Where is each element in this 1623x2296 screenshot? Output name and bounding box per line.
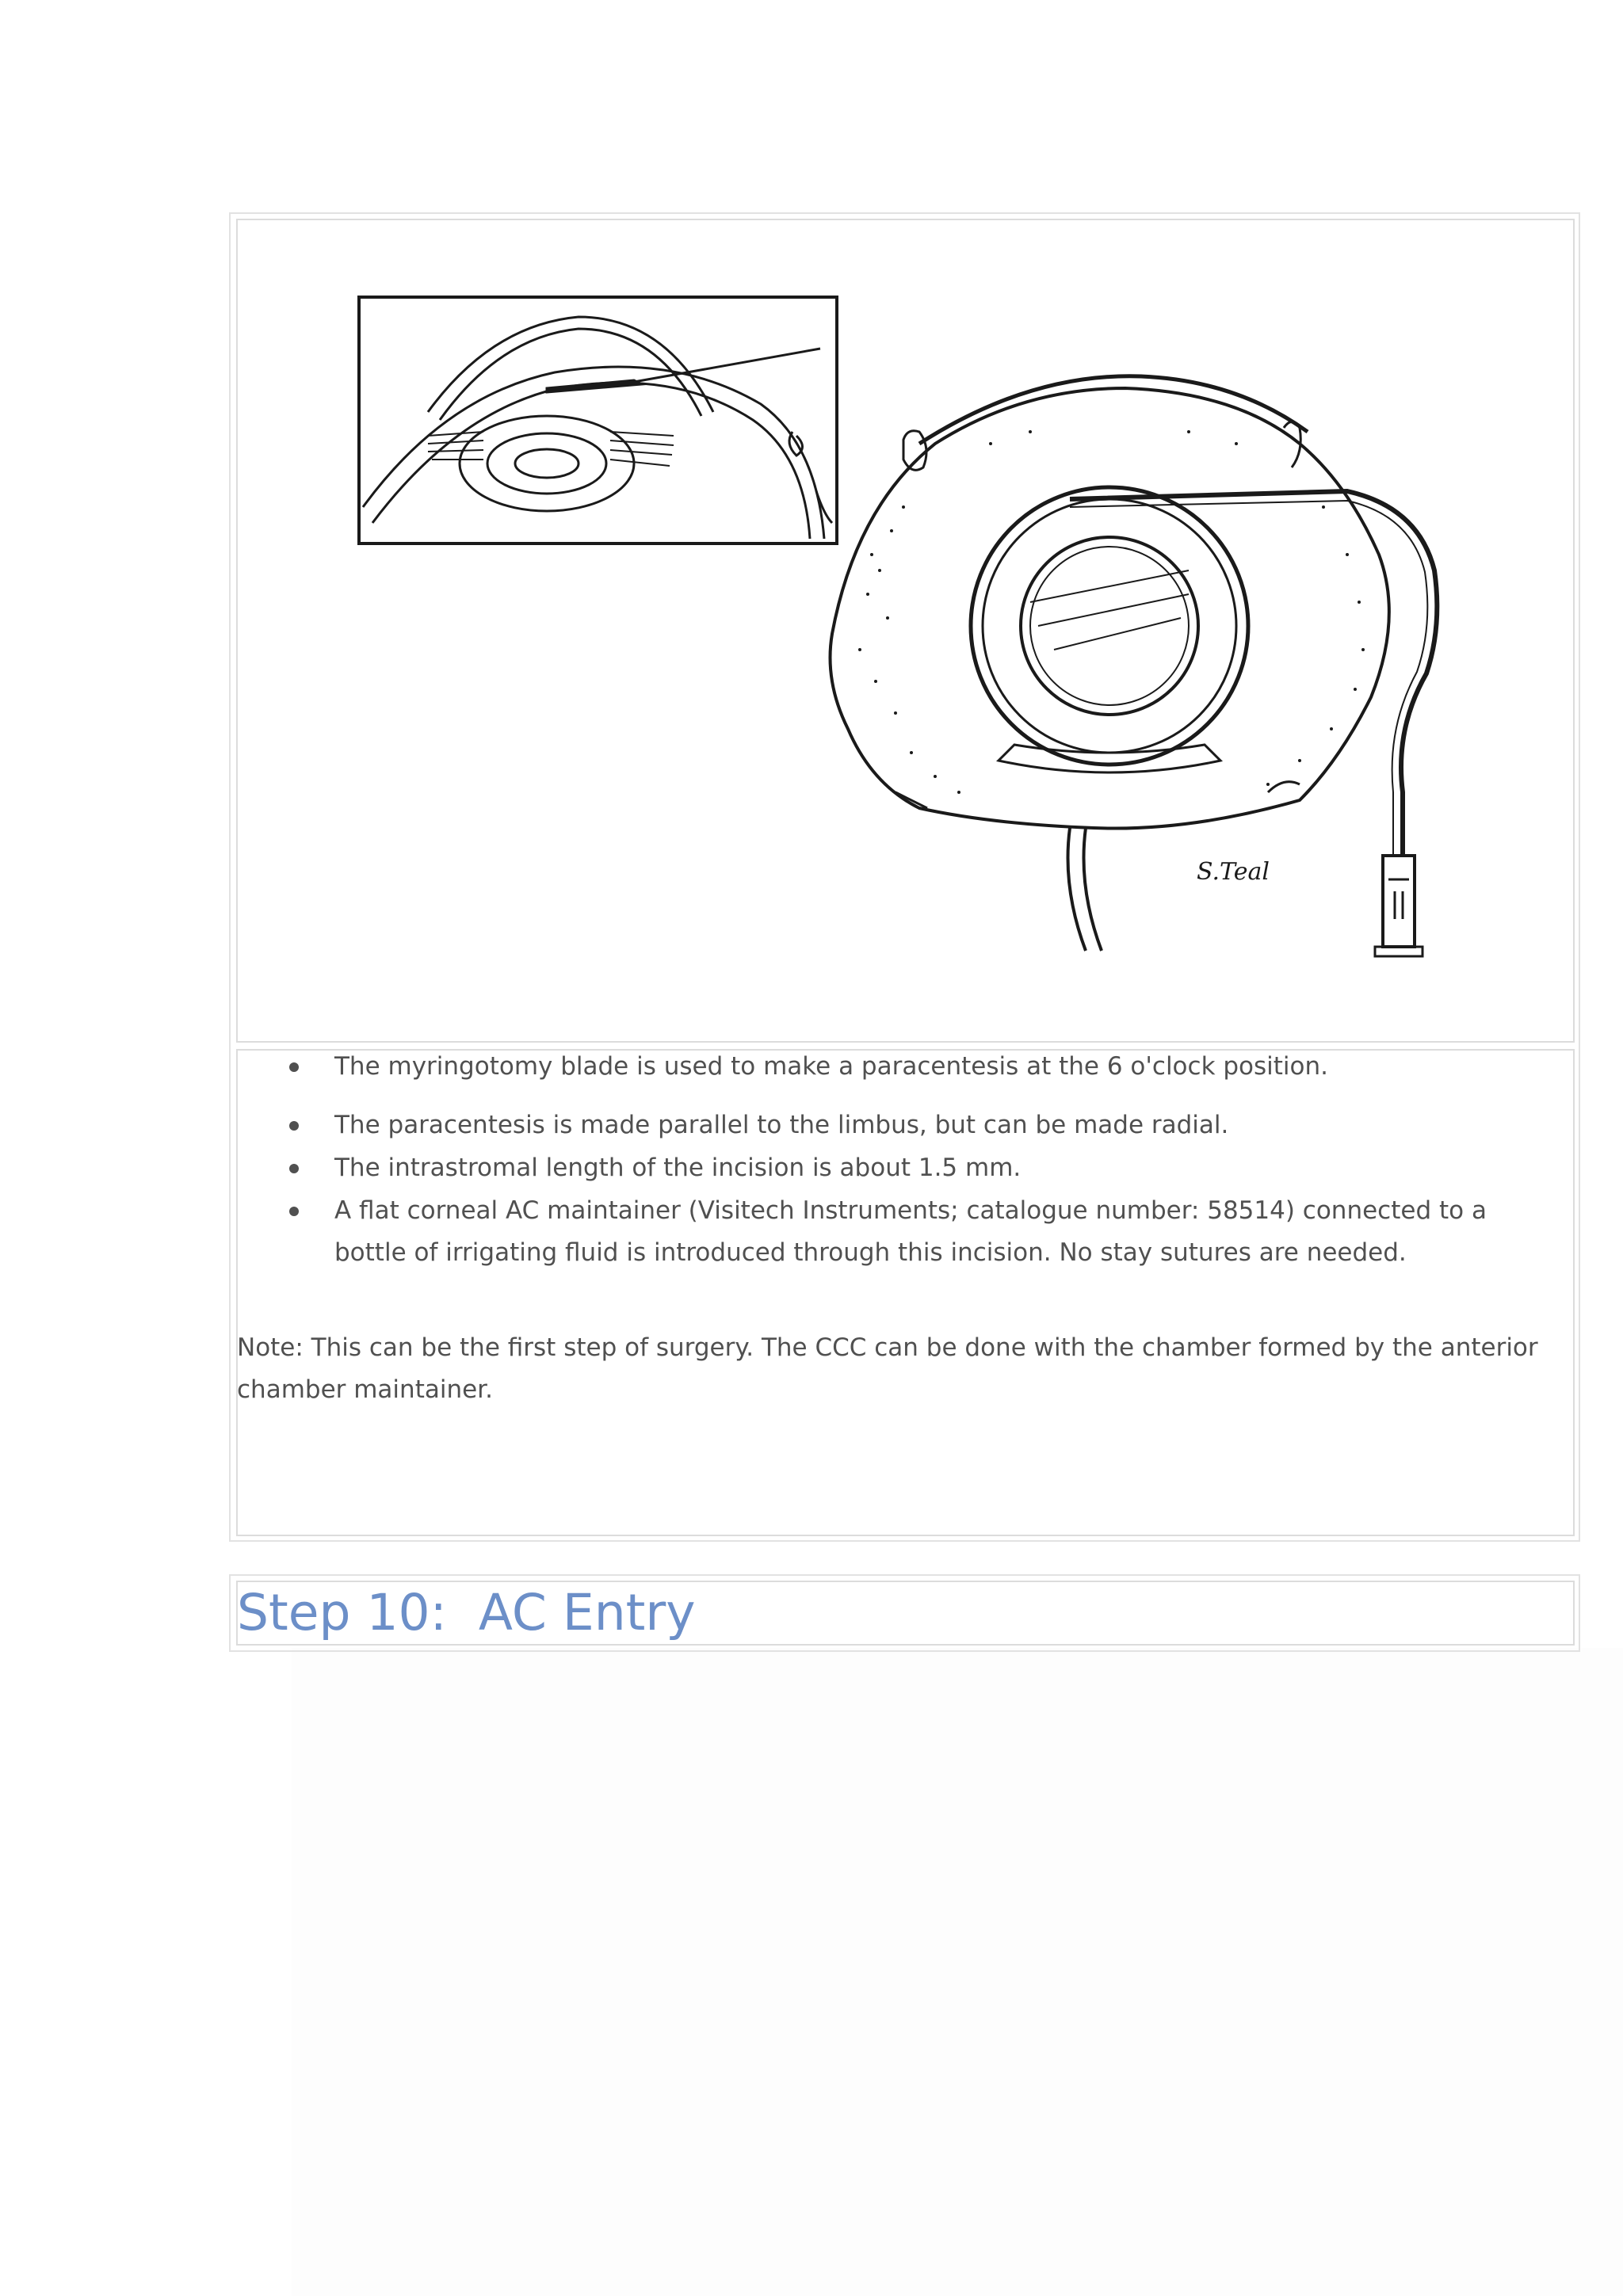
bullet-text: A flat corneal AC maintainer (Visitech Instruments; catalogue number: 58514) connected to a: [334, 1196, 1487, 1225]
eye-drawing: [831, 376, 1438, 956]
note-line-2: chamber maintainer.: [237, 1375, 493, 1404]
inset-cross-section: [359, 297, 837, 543]
list-item-continuation: [334, 1232, 1555, 1274]
list-item: [334, 1104, 1555, 1146]
list-item: [334, 1046, 1555, 1088]
bullet-dot: [289, 1121, 299, 1131]
page-background-shade: [292, 1648, 1623, 2296]
bullet-dot: [289, 1207, 299, 1216]
bullet-text: The myringotomy blade is used to make a paracentesis at the 6 o'clock position.: [334, 1052, 1329, 1081]
step-heading: Step 10: AC Entry: [237, 1584, 696, 1642]
surgery-note: [237, 1327, 1576, 1411]
bullet-text: The intrastromal length of the incision is about 1.5 mm.: [334, 1154, 1022, 1182]
illustrator-signature: S.Teal: [1197, 858, 1270, 886]
bullet-text: The paracentesis is made parallel to the limbus, but can be made radial.: [334, 1111, 1229, 1139]
stipple-texture: [858, 430, 1365, 794]
list-item: [334, 1190, 1555, 1232]
list-item: [334, 1147, 1555, 1189]
bullet-dot: [289, 1164, 299, 1173]
bullet-dot: [289, 1062, 299, 1072]
surgical-illustration: [355, 293, 1465, 974]
note-line-1: Note: This can be the first step of surgery. The CCC can be done with the chamber formed by the anterior: [237, 1333, 1538, 1362]
bullet-text: bottle of irrigating fluid is introduced through this incision. No stay sutures are needed.: [334, 1238, 1407, 1267]
